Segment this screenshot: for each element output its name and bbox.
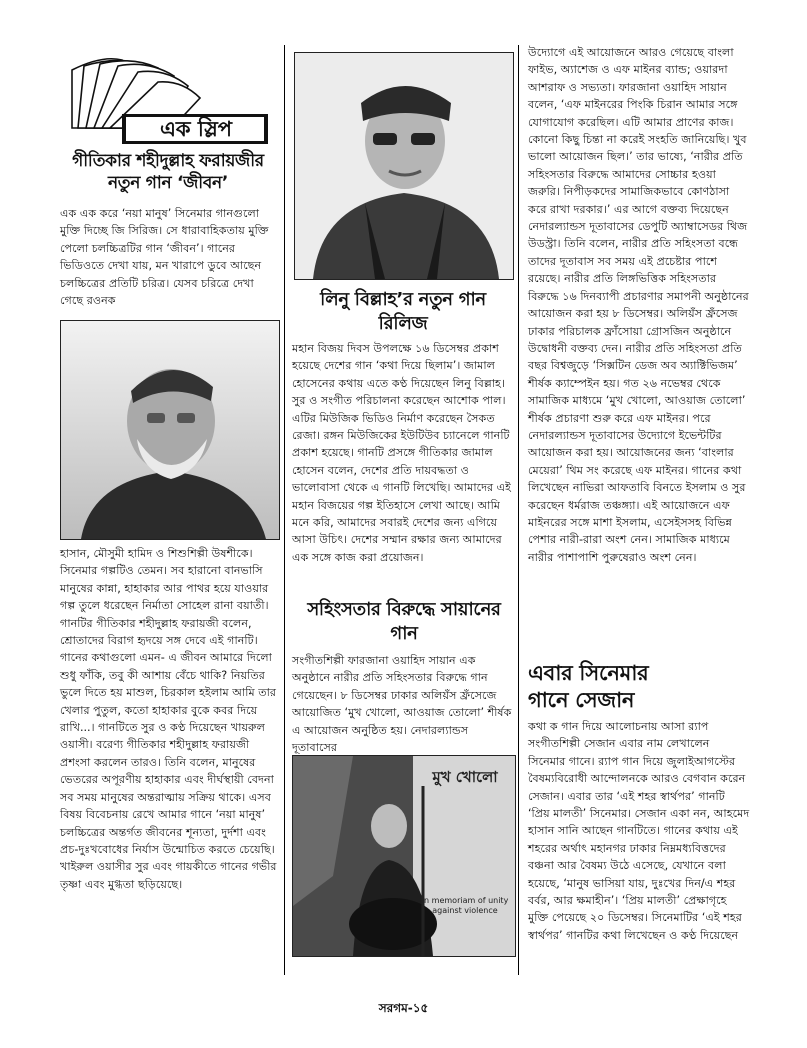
story4-headline: এবার সিনেমার গানে সেজান: [528, 661, 649, 712]
story1-body: হাসান, মৌসুমী হামিদ ও শিশুশিল্পী উষশীকে। সিনেমার গল্পটিও তেমন। সব হারানো বানভাসি মানুষের কান্না, হাহাকার আর পাথর হয়ে যাওয়ার গল্প তুলে ধরেছেন নির্মাতা সোহেল রানা বয়াতী। গানটির গীতিকার শহীদুল্লাহ ফরায়জী বলেন, শ্রোতাদের বিরাগ হৃদয়ে সঙ্গ দেবে এই গানটি। গানের কথাগুলো এমন- এ জীবন আমারে দিলো শুধু ফাঁকি, তবু কী আশায় বেঁচে থাকি? নিয়তির ভুলে দিতে হয় মাশুল, চিরকাল হইলাম আমি তার খেলার পুতুল, কতো হাহাকার বুকে কবর দিয়ে রাখি...। গানটিতে সুর ও কণ্ঠ দিয়েছেন খায়রুল ওয়াসী। বরেণ্য গীতিকার শহীদুল্লাহ ফরায়জী প্রশংসা করলেন তারও। তিনি বলেন, মানুষের ভেতরের অপূরণীয় হাহাকার এবং দীর্ঘস্থায়ী বেদনা সব সময় মানুষের অন্তরাত্মায় সক্রিয় থাকে। এসব বিষয় বিবেচনায় রেখে আমার গানে ‘নয়া মানুষ’ চলচ্চিত্রের অন্তর্গত জীবনের শূন্যতা, দুর্দশা এবং প্রচ-দুঃখবোধের নির্যাস উন্মোচিত করতে চেয়েছি। খাইরুল ওয়াসীর সুর এবং গায়কীতে গানের গভীর তৃষ্ণা এবং মুগ্ধতা ছড়িয়েছে।: [60, 547, 277, 891]
story2-body: মহান বিজয় দিবস উপলক্ষে ১৬ ডিসেম্বর প্রকাশ হয়েছে দেশের গান ‘কথা দিয়ে ছিলাম’। জামাল হোসেনের কথায় এতে কণ্ঠ দিয়েছেন লিনু বিল্লাহ। সুর ও সংগীত পরিচালনা করেছেন আশোক পাল। এটির মিউজিক ভিডিও নির্মাণ করেছেন সৈকত রেজা। রঙ্গন মিউজিকের ইউটিউব চ্যানেলে গানটি প্রকাশ হয়েছে। গানটি প্রসঙ্গে গীতিকার জামাল হোসেন বলেন, দেশের প্রতি দায়বদ্ধতা ও ভালোবাসা থেকে এ গানটি লিখেছি। আমাদের এই মহান বিজয়ের গল্প ইতিহাসে লেখা আছে। আমি মনে করি, আমাদের সবারই দেশের জন্য এগিয়ে আসা উচিৎ। দেশের সম্মান রক্ষার জন্য আমাদের এক সঙ্গে কাজ করা প্রয়োজন।: [292, 342, 511, 564]
event-text: In memoriam of unity against violence: [421, 896, 509, 915]
section-badge: [62, 50, 272, 148]
story2-headline: লিনু বিল্লাহ’র নতুন গান রিলিজ: [320, 289, 486, 334]
lyricist-photo: [60, 320, 280, 540]
linu-billah-photo: [294, 52, 514, 280]
banner-text: মুখ খোলো: [432, 768, 498, 786]
section-badge-label: এক স্লিপ: [159, 117, 233, 141]
story3-body: উদ্যোগে এই আয়োজনে আরও গেয়েছে বাংলা ফাইভ, অ্যাশেজ ও এফ মাইনর ব্যান্ড; ওয়ারদা আশরাফ ও সভ্যতা। ফারজানা ওয়াহিদ সায়ান বলেন, ‘এফ মাইনরের পিংকি চিরান আমার সঙ্গে যোগাযোগ করেছিল। এটি আমার প্রাণের কাজ। কোনো কিছু চিন্তা না করেই সংহতি জানিয়েছি। খুব ভালো আয়োজন ছিল।’ তার ভাষ্যে, ‘নারীর প্রতি সহিংসতার বিরুদ্ধে আমাদের সোচ্চার হওয়া জরুরি। নিপীড়কদের সামাজিকভাবে কোণঠাসা করে রাখা দরকার।’ এর আগে বক্তব্য দিয়েছেন নেদারল্যান্ডস দূতাবাসের ডেপুটি অ্যাম্বাসেডর থিজ উডস্ট্রা। তিনি বলেন, নারীর প্রতি সহিংসতা বন্ধে তাদের দূতাবাস সব সময় এই প্রচেষ্টার পাশে রয়েছে। নারীর প্রতি লিঙ্গভিত্তিক সহিংসতার বিরুদ্ধে ১৬ দিনব্যাপী প্রচারণার সমাপনী অনুষ্ঠানের আয়োজন করা হয় ৮ ডিসেম্বর। অলিয়ঁস ফ্রঁসেজ ঢাকার পরিচালক ফ্রাঁসোয়া গ্রোসজিন অনুষ্ঠানে উদ্বোধনী বক্তব্য দেন। নারীর প্রতি সহিংসতা প্রতি বছর বিশ্বজুড়ে ‘সিক্সটিন ডেজ অব অ্যাক্টিভিজম’ শীর্ষক ক্যাম্পেইন হয়। গত ২৬ নভেম্বর থেকে সামাজিক মাধ্যমে ‘মুখ খোলো, আওয়াজ তোলো’ শীর্ষক প্রচারণা শুরু করে এফ মাইনর। পরে নেদারল্যান্ডস দূতাবাসের উদ্যোগে ইভেন্টটির আয়োজন করা হয়। আয়োজনের জন্য ‘বাংলার মেয়েরা’ থিম সং করেছে এফ মাইনর। গানের কথা লিখেছেন নাভিরা আফতাবি বিনতে ইসলাম ও সুর করেছেন ধর্মরাজ তঞ্চঙ্গ্যা। এই আয়োজনে এফ মাইনরের সঙ্গে মাশা ইসলাম, এসেইসসহ বিভিন্ন পেশার নারী-রারা অংশ নেন। সামাজিক মাধ্যমে নারীর পাশাপাশি পুরুষেরাও অংশ নেন।: [528, 46, 749, 564]
sayan-performance-photo: [292, 755, 516, 957]
story3-headline: সহিংসতার বিরুদ্ধে সায়ানের গান: [307, 599, 501, 644]
column-rule: [284, 45, 285, 975]
story4-body: কথা ক গান দিয়ে আলোচনায় আসা র‍্যাপ সংগীতশিল্পী সেজান এবার নাম লেখালেন সিনেমার গানে। র‍্যাপ গান দিয়ে জুলাইআগস্টের বৈষম্যবিরোধী আন্দোলনকে আরও বেগবান করেন সেজান। এবার তার ‘এই শহর স্বার্থপর’ গানটি ‘প্রিয় মালতী’ সিনেমার। সেজান একা নন, আহমেদ হাসান সানি আছেন গানটিতে। গানের কথায় এই শহরের অর্থাৎ মহানগর ঢাকার নিম্নমধ্যবিত্তদের বঞ্চনা আর বৈষম্য উঠে এসেছে, যেখানে বলা হয়েছে, ‘মানুষ ভাসিয়া যায়, দুঃখের দিন/এ শহর বর্বর, আর ক্ষমাহীন’। ‘প্রিয় মালতী’ প্রেক্ষাগৃহে মুক্তি পেয়েছে ২০ ডিসেম্বর। সিনেমাটির ‘এই শহর স্বার্থপর’ গানটির কথা লিখেছেন ও কণ্ঠ দিয়েছেন: [528, 720, 750, 942]
column-rule: [518, 45, 519, 975]
story1-intro: এক এক করে ‘নয়া মানুষ’ সিনেমার গানগুলো মুক্তি দিচ্ছে জি সিরিজ। সে ধারাবাহিকতায় মুক্তি পেলো চলচ্চিত্রটির গান ‘জীবন’। গানের ভিডিওতে দেখা যায়, মন খারাপে ডুবে আছেন চলচ্চিত্রের প্রতিটি চরিত্র। যেসব চরিত্রে দেখা গেছে রওনক: [60, 207, 269, 308]
page-folio: সরগম-১৫: [378, 1001, 429, 1015]
story1-headline: গীতিকার শহীদুল্লাহ ফরায়জীর নতুন গান ‘জীবন’: [72, 151, 264, 193]
story3-intro: সংগীতশিল্পী ফারজানা ওয়াহিদ সায়ান এক অনুষ্ঠানে নারীর প্রতি সহিংসতার বিরুদ্ধে গান গেয়েছেন। ৮ ডিসেম্বর ঢাকার অলিয়ঁস ফ্রঁসেজে আয়োজিত ‘মুখ খোলো, আওয়াজ তোলো’ শীর্ষক এ আয়োজন অনুষ্ঠিত হয়। নেদারল্যান্ডস দূতাবাসের: [292, 654, 512, 755]
